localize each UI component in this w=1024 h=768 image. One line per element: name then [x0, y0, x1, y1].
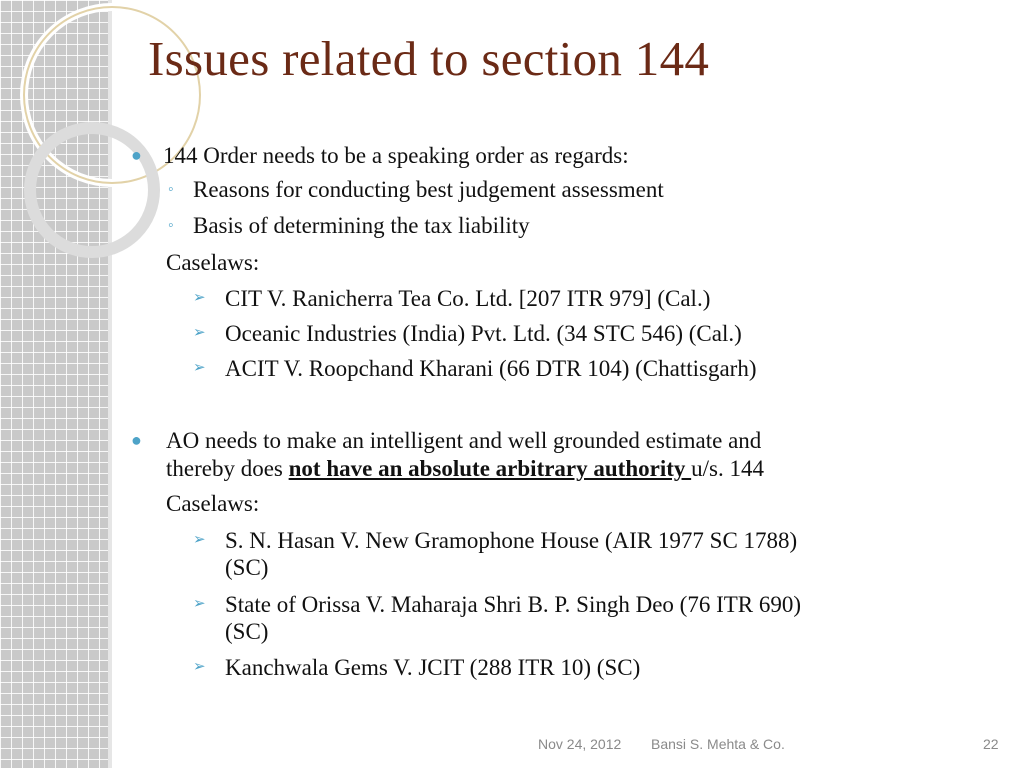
point2-line1: AO needs to make an intelligent and well grounded estimate and: [166, 428, 762, 453]
footer-page-number: 22: [983, 736, 999, 752]
point1-sub-2: Basis of determining the tax liability: [193, 213, 530, 238]
footer-company: Bansi S. Mehta & Co.: [651, 736, 785, 752]
point1-caselaws-label: Caselaws:: [166, 250, 260, 275]
point2-line2-suffix: u/s. 144: [691, 456, 764, 481]
sub-bullet-ring: ◦: [168, 181, 174, 198]
point2-case-2: State of Orissa V. Maharaja Shri B. P. Singh Deo (76 ITR 690): [225, 592, 802, 617]
point1-case-3: ACIT V. Roopchand Kharani (66 DTR 104) (Chattisgarh): [225, 356, 757, 381]
slide-title: Issues related to section 144: [148, 31, 710, 86]
point1-case-2: Oceanic Industries (India) Pvt. Ltd. (34 STC 546) (Cal.): [225, 321, 742, 346]
point1-sub-1: Reasons for conducting best judgement assessment: [193, 177, 664, 202]
point2-line2: [166, 455, 764, 482]
point2-case-1: S. N. Hasan V. New Gramophone House (AIR 1977 SC 1788): [225, 528, 798, 553]
arrow-bullet-icon: ➢: [193, 325, 206, 341]
arrow-bullet-icon: ➢: [193, 360, 206, 376]
point2-line2-prefix: thereby does: [166, 456, 289, 481]
arrow-bullet-icon: ➢: [193, 532, 206, 548]
footer-date: Nov 24, 2012: [538, 736, 622, 752]
point2-case-1-cont: (SC): [225, 555, 269, 580]
arrow-bullet-icon: ➢: [193, 659, 206, 675]
bullet-dot: ●: [131, 430, 142, 450]
sub-bullet-ring: ◦: [168, 217, 174, 234]
arrow-bullet-icon: ➢: [193, 596, 206, 612]
point2-caselaws-label: Caselaws:: [166, 491, 260, 516]
point2-case-2-cont: (SC): [225, 619, 269, 644]
point1-text: 144 Order needs to be a speaking order as regards:: [163, 143, 629, 168]
point2-case-3: Kanchwala Gems V. JCIT (288 ITR 10) (SC): [225, 655, 641, 680]
point1-case-1: CIT V. Ranicherra Tea Co. Ltd. [207 ITR 979] (Cal.): [225, 286, 711, 311]
arrow-bullet-icon: ➢: [193, 290, 206, 306]
point2-emphasis: not have an absolute arbitrary authority: [288, 456, 692, 481]
bullet-dot: ●: [131, 145, 142, 165]
